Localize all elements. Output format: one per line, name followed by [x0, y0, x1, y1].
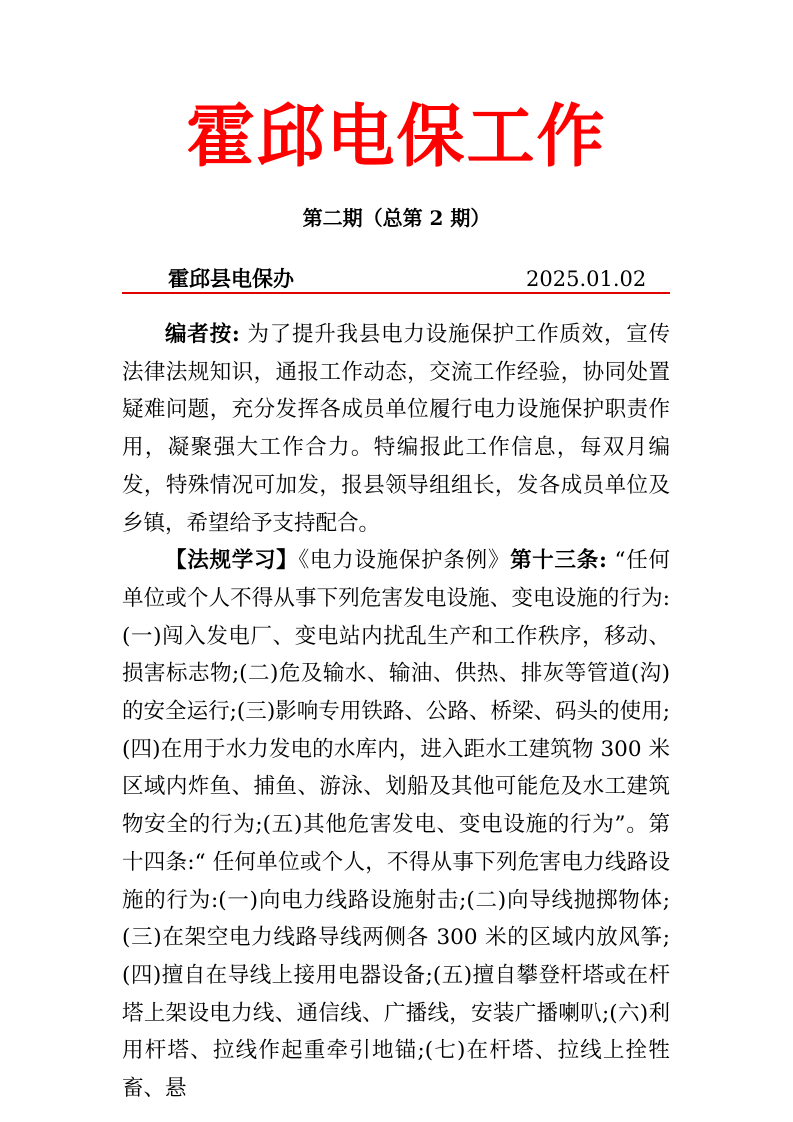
- masthead-title: 霍邱电保工作: [186, 98, 607, 177]
- issuing-office: 霍邱县电保办: [168, 266, 294, 291]
- law-study-text: “任何单位或个人不得从事下列危害发电设施、变电设施的行为:(一)闯入发电厂、变电站内扰乱生产和工作秩序，移动、损害标志物;(二)危及输水、输油、供热、排灰等管道(沟)的安全运行;(三)影响专用铁路、公路、桥梁、码头的使用;(四)在用于水力发电的水库内，进入距水工建筑物 300 米区域内炸鱼、捕鱼、游泳、划船及其他可能危及水工建筑物安全的行为;(五)其他危害发电、变电设施的行为”。第十四条:“ 任何单位或个人，不得从事下列危害电力线路设施的行为:(一)向电力线路设施射击;(二)向导线抛掷物体;(三)在架空电力线路导线两侧各 300 米的区域内放风筝;(四)擅自在导线上接用电器设备;(五)擅自攀登杆塔或在杆塔上架设电力线、通信线、广播线，安装广播喇叭;(六)利用杆塔、拉线作起重牵引地锚;(七)在杆塔、拉线上拴牲畜、悬: [122, 548, 670, 1102]
- article-number: 第十三条:: [510, 548, 607, 574]
- editor-note-label: 编者按:: [165, 322, 240, 347]
- law-study-paragraph: [122, 542, 670, 1108]
- editor-note-paragraph: [122, 316, 670, 542]
- document-body: [122, 316, 670, 1108]
- editor-note-text: 为了提升我县电力设施保护工作质效，宣传法律法规知识，通报工作动态，交流工作经验，协同处置疑难问题，充分发挥各成员单位履行电力设施保护职责作用，凝聚强大工作合力。特编报此工作信息，每双月编发，特殊情况可加发，报县领导组组长，发各成员单位及乡镇，希望给予支持配合。: [122, 322, 671, 536]
- issue-date: 2025.01.02: [526, 267, 647, 291]
- issue-number: 第二期（总第 2 期）: [302, 206, 491, 230]
- law-name: 《电力设施保护条例》: [298, 548, 511, 574]
- law-study-label: 【法规学习】: [165, 548, 299, 574]
- red-divider-line: [122, 292, 670, 294]
